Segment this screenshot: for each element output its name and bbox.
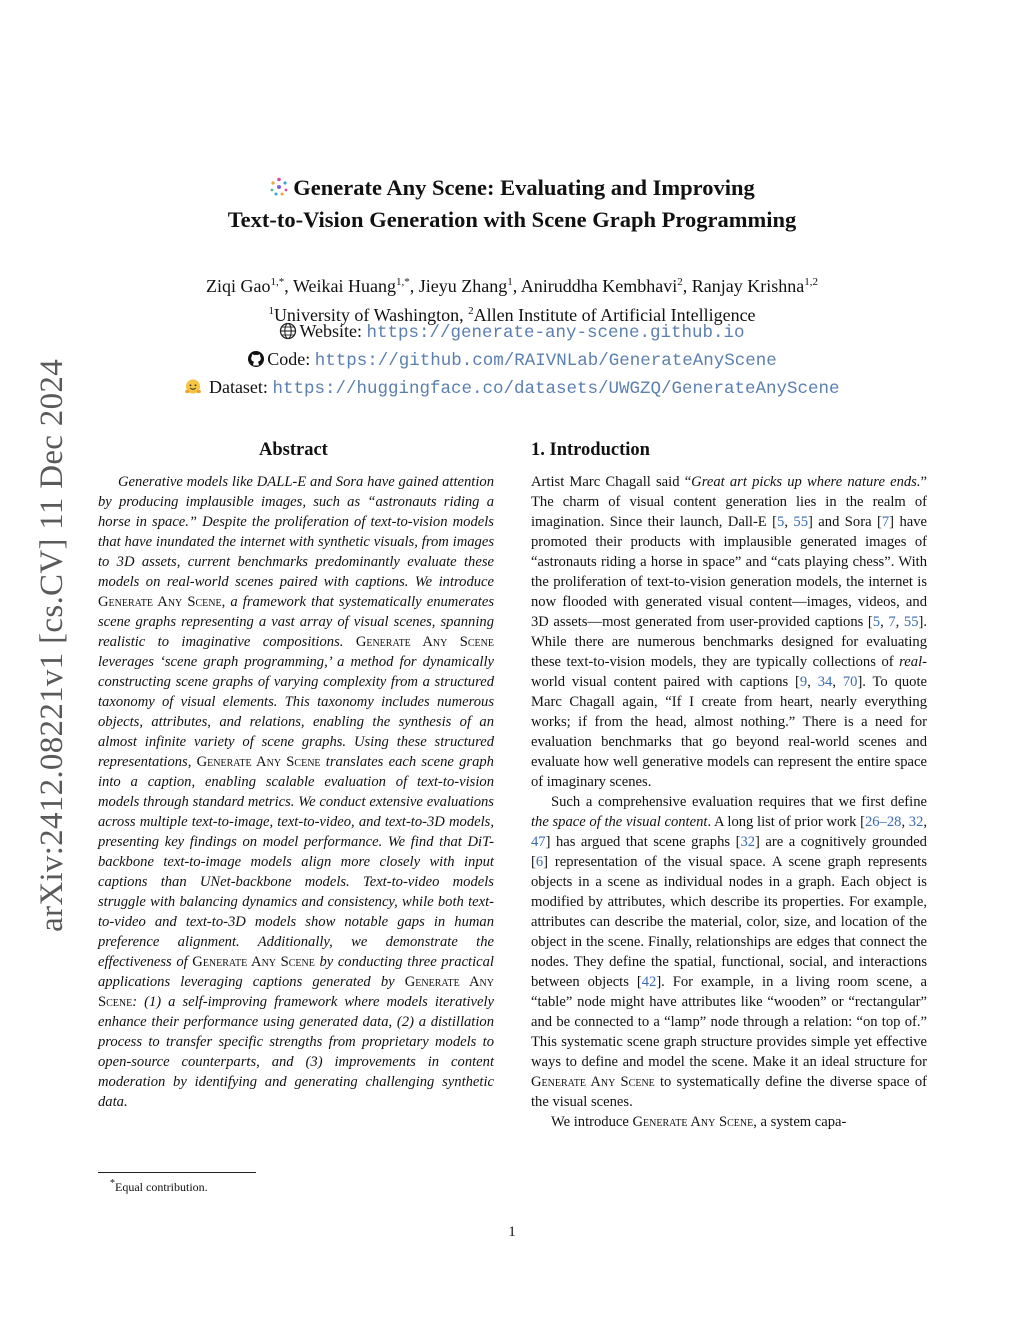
citation-link[interactable]: 7 [888, 614, 896, 630]
author-name: , Jieyu Zhang [409, 276, 508, 296]
abstract-paragraph [98, 472, 494, 1112]
footnote-text: Equal contribution. [115, 1180, 208, 1194]
footnote [98, 1172, 256, 1195]
intro-text: -world visual content paired with captions [ [531, 654, 927, 690]
method-name: Generate Any Scene [98, 974, 495, 1010]
introduction-body [531, 472, 927, 1132]
website-label: Website: [299, 321, 367, 341]
intro-text: ] representation of the visual space. A scene graph represents objects in a scene as individual nodes in a graph. Each object is modified by attributes, which describe its properties. For example, attributes can describe the material, color, size, and location of the object in the scene. Finally, relationships are edges that connect the nodes. They define the spatial, functional, social, and interactions between objects [ [531, 854, 927, 990]
intro-text: ] have promoted their products with implausible generated images of “astronauts riding a horse in space” and “cats playing chess”. With the proliferation of text-to-vision generation models, the internet is now flooded with generated visual content—images, videos, and 3D assets—most generated from user-provided captions [ [531, 514, 928, 630]
author-name: , Aniruddha Kembhavi [512, 276, 678, 296]
arxiv-watermark [30, 350, 74, 940]
affiliation-ai2: Allen Institute of Artificial Intelligence [473, 305, 756, 325]
citation-link[interactable]: 7 [881, 514, 890, 530]
author-name: , Ranjay Krishna [682, 276, 805, 296]
citation-separator: , [901, 814, 909, 830]
resource-links [0, 318, 1024, 402]
dataset-link[interactable]: https://huggingface.co/datasets/UWGZQ/GenerateAnyScene [272, 379, 840, 399]
citation-link[interactable]: 32 [740, 834, 756, 850]
citation-link[interactable]: 9 [799, 674, 808, 690]
website-link[interactable]: https://generate-any-scene.github.io [366, 323, 745, 343]
intro-text: . A long list of prior work [ [707, 814, 865, 830]
intro-text: We introduce [551, 1114, 633, 1130]
author-affiliation-mark: 1,* [396, 276, 410, 288]
sparkle-logo-icon [269, 175, 289, 205]
citation-separator: , [832, 674, 843, 690]
abstract-text: , a framework that systematically enumerates scene graphs representing a vast array of visual scenes, spanning realistic to imaginative compositions. [98, 594, 494, 650]
abstract-text: translates each scene graph into a caption, enabling scalable evaluation of text-to-vision models through standard metrics. We conduct extensive evaluations across multiple text-to-image, text-to-video, and text-to-3D models, presenting key findings on model performance. We find that DiT-backbone text-to-image models align more closely with input captions than UNet-backbone models. Text-to-video models struggle with balancing dynamics and consistency, while both text-to-video and text-to-3D models show notable gaps in human preference alignment. Additionally, we demonstrate the effectiveness of [98, 754, 494, 970]
method-name: Generate Any Scene [531, 1074, 655, 1090]
intro-text: ] has argued that scene graphs [ [545, 834, 741, 850]
abstract-text: : (1) a self-improving framework where models iteratively enhance their performance using generated data, (2) a distillation process to transfer specific strengths from proprietary models to open-source counterparts, and (3) improvements in content moderation by identifying and generating challenging synthetic data. [98, 994, 494, 1110]
citation-link[interactable]: 70 [842, 674, 858, 690]
affiliation-mark: 2 [468, 305, 474, 317]
author-affiliation-mark: 1 [507, 276, 513, 288]
intro-paragraph-1 [531, 472, 927, 792]
affiliation-uw: University of Washington, [273, 305, 469, 325]
intro-paragraph-2 [531, 792, 927, 1112]
hugging-face-icon [184, 377, 204, 397]
citation-link[interactable]: 55 [793, 514, 808, 530]
citation-link[interactable]: 42 [641, 974, 657, 990]
page-number: 1 [508, 1224, 516, 1240]
author-affiliation-mark: 1,2 [804, 276, 818, 288]
citation-link[interactable]: 5 [777, 514, 785, 530]
code-link[interactable]: https://github.com/RAIVNLab/GenerateAnyScene [314, 351, 777, 371]
dataset-line [0, 374, 1024, 402]
intro-text: ]. While there are numerous benchmarks designed for evaluating these text-to-vision models, they are typically collections of [531, 614, 927, 670]
abstract-text: leverages ‘scene graph programming,’ a method for dynamically constructing scene graphs of varying complexity from a structured taxonomy of visual elements. This taxonomy includes numerous objects, attributes, and relations, enabling the synthesis of an almost infinite variety of scene graphs. Using these structured representations, [98, 654, 494, 770]
author-list [0, 270, 1024, 299]
abstract-text: Generative models like DALL-E and Sora have gained attention by producing implausible images, such as “astronauts riding a horse in space.” Despite the proliferation of text-to-vision models that have inundated the internet with synthetic visuals, from images to 3D assets, current benchmarks predominantly evaluate these models on real-world scenes paired with captions. We introduce [98, 474, 494, 590]
author-name: Ziqi Gao [206, 276, 271, 296]
intro-text: ” The charm of visual content generation lies in the realm of imagination. Since their launch, Dall-E [ [531, 474, 927, 530]
citation-link[interactable]: 34 [817, 674, 833, 690]
intro-text: , a system capa- [753, 1114, 847, 1130]
github-icon [247, 349, 267, 369]
intro-text: Artist Marc Chagall said “ [531, 474, 692, 490]
citation-separator: , [923, 814, 928, 830]
abstract-body [98, 472, 494, 1112]
method-name: Generate Any Scene [196, 754, 321, 770]
abstract-heading: Abstract [259, 440, 328, 460]
intro-text: ] and Sora [ [808, 514, 882, 530]
author-name: , Weikai Huang [284, 276, 396, 296]
intro-text: ] are a cognitively grounded [ [531, 834, 927, 870]
intro-text: ]. To quote Marc Chagall again, “If I create from heart, nearly everything works; if from the head, almost nothing.” There is a need for evaluation benchmarks that go beyond real-world scenes and evaluate how well generative models can represent the entire space of imaginary scenes. [531, 674, 928, 790]
citation-separator: , [807, 674, 818, 690]
citation-link[interactable]: 6 [535, 854, 544, 870]
method-name: Generate Any Scene [632, 1114, 754, 1130]
footnote-mark: * [110, 1178, 115, 1189]
introduction-heading: 1. Introduction [531, 440, 650, 460]
citation-link[interactable]: 5 [872, 614, 881, 630]
arxiv-id: arXiv:2412.08221v1 [cs.CV] 11 Dec 2024 [33, 358, 70, 932]
author-affiliation-mark: 1,* [270, 276, 285, 288]
intro-text: Such a comprehensive evaluation requires that we first define [551, 794, 927, 810]
method-name: Generate Any Scene [355, 634, 494, 650]
code-label: Code: [267, 349, 315, 369]
dataset-label: Dataset: [208, 377, 273, 397]
emphasis-visual-space: the space of the visual content [531, 814, 708, 830]
intro-paragraph-3 [531, 1112, 927, 1132]
citation-separator: , [895, 614, 904, 630]
title-line-2: Text-to-Vision Generation with Scene Graph Programming [227, 207, 797, 232]
method-name: Generate Any Scene [192, 954, 315, 970]
title-line-1: Generate Any Scene: Evaluating and Improving [293, 175, 755, 200]
citation-link[interactable]: 47 [531, 834, 546, 850]
citation-separator: , [784, 514, 794, 530]
intro-text: to systematically define the diverse space of the visual scenes. [531, 1074, 927, 1110]
citation-link[interactable]: 55 [903, 614, 919, 630]
author-affiliation-mark: 2 [677, 276, 683, 288]
abstract-text: by conducting three practical applications leveraging captions generated by [98, 954, 494, 990]
chagall-quote: Great art picks up where nature ends. [691, 474, 921, 490]
citation-link[interactable]: 26–28 [864, 814, 902, 830]
affiliation-mark: 1 [268, 305, 274, 317]
method-name: Generate Any Scene [98, 594, 222, 610]
emphasis-real: real [899, 654, 923, 670]
globe-icon [279, 321, 299, 341]
citation-link[interactable]: 32 [908, 814, 924, 830]
intro-text: ]. For example, in a living room scene, a “table” node might have attributes like “wooden” or “rectangular” and be connected to a “lamp” node through a relation: “on top of.” This systematic scene graph structure provides simple yet effective ways to define and model the scene. Make it an ideal structure for [531, 974, 927, 1070]
paper-title [0, 173, 1024, 235]
code-line [0, 346, 1024, 374]
website-line [0, 318, 1024, 346]
citation-separator: , [880, 614, 889, 630]
